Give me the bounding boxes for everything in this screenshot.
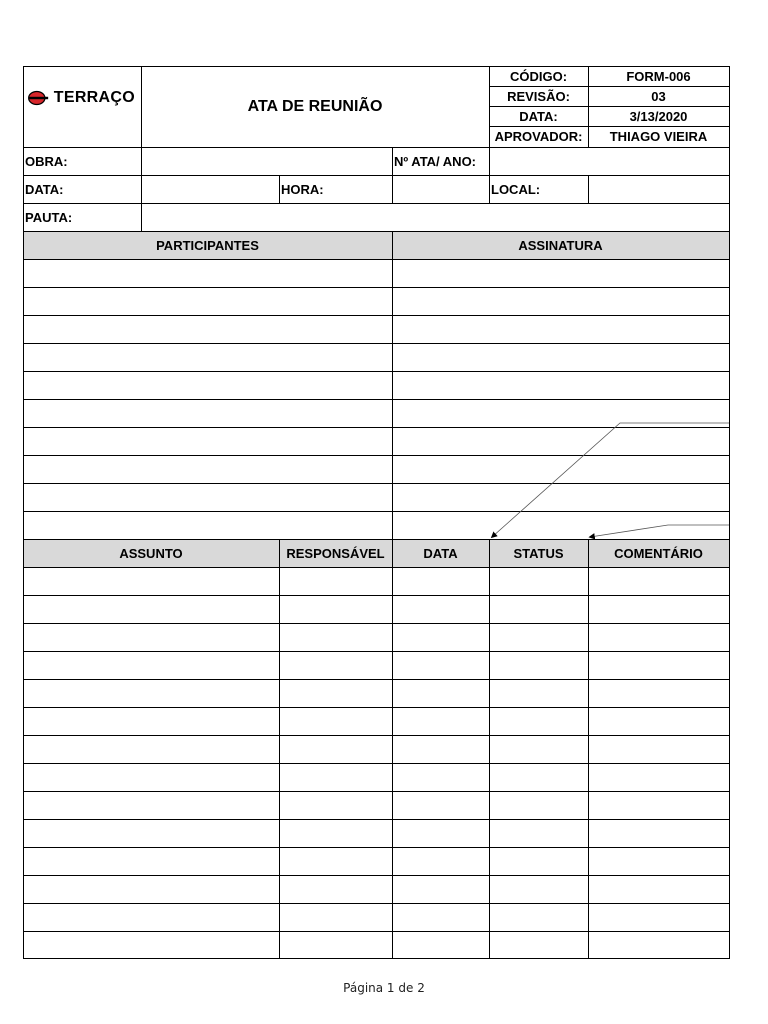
- pauta-label: PAUTA:: [25, 209, 73, 225]
- page-title: ATA DE REUNIÃO: [247, 97, 383, 115]
- data-header: DATA: [423, 545, 458, 561]
- aprovador-value: THIAGO VIEIRA: [609, 129, 708, 144]
- logo-text: TERRAÇO: [53, 89, 135, 106]
- assunto-header: ASSUNTO: [119, 545, 183, 561]
- ata-ano-label: Nº ATA/ ANO:: [394, 153, 477, 169]
- assinatura-header: ASSINATURA: [518, 237, 603, 253]
- obra-label: OBRA:: [25, 153, 68, 169]
- revisao-label: REVISÃO:: [507, 88, 570, 104]
- data-meta-value: 3/13/2020: [629, 108, 688, 124]
- data-label: DATA:: [25, 181, 64, 197]
- comment-arrow-1: [492, 423, 729, 537]
- status-header: STATUS: [513, 545, 564, 561]
- participantes-header: PARTICIPANTES: [156, 237, 259, 253]
- comment-arrow-2: [590, 525, 729, 537]
- aprovador-label: APROVADOR:: [494, 129, 583, 144]
- revisao-value: 03: [651, 88, 666, 104]
- page-number: Página 1 de 2: [343, 981, 425, 995]
- codigo-label: CÓDIGO:: [509, 68, 568, 84]
- hora-label: HORA:: [281, 181, 324, 197]
- codigo-value: FORM-006: [626, 68, 691, 84]
- local-label: LOCAL:: [491, 181, 541, 197]
- comentario-header: COMENTÁRIO: [614, 545, 703, 561]
- data-meta-label: DATA:: [519, 108, 558, 124]
- responsavel-header: RESPONSÁVEL: [286, 545, 385, 561]
